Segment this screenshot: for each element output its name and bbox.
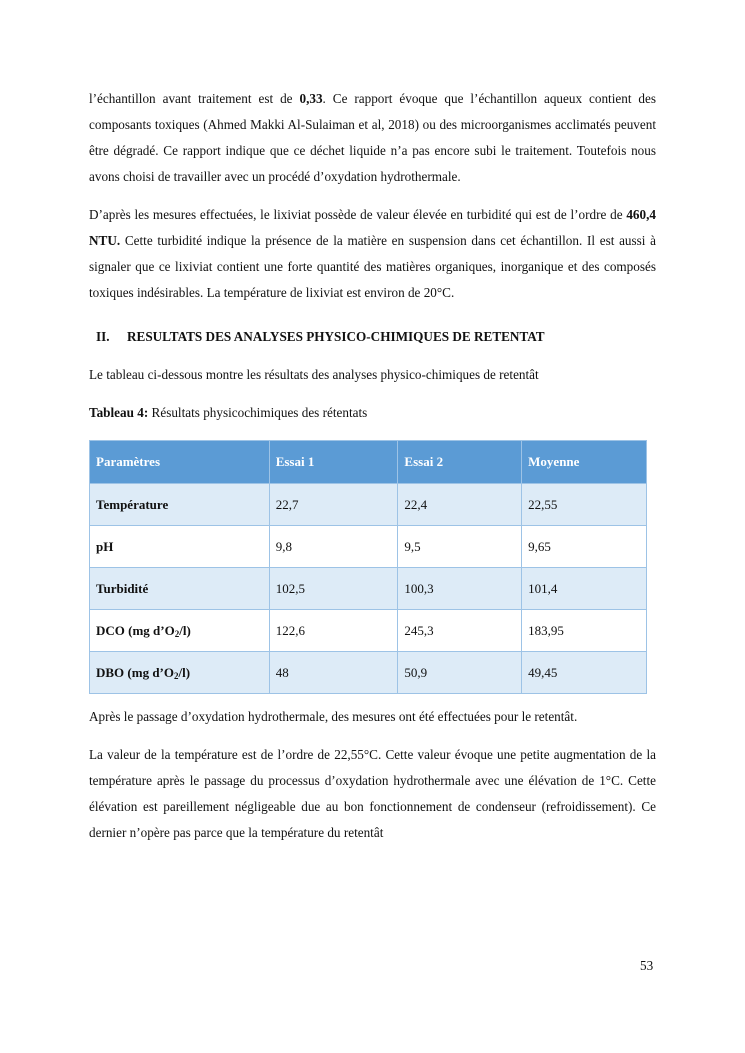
row-essai-2: 9,5 (398, 526, 522, 568)
row-essai-1: 9,8 (269, 526, 398, 568)
row-essai-1: 48 (269, 652, 398, 694)
header-moyenne: Moyenne (522, 441, 647, 484)
section-title: RESULTATS DES ANALYSES PHYSICO-CHIMIQUES DE RETENTAT (127, 329, 545, 344)
paragraph-after-oxidation: Après le passage d’oxydation hydrothermale, des mesures ont été effectuées pour le retentât. (89, 709, 578, 724)
table-row (90, 610, 647, 652)
table-row (90, 652, 647, 694)
row-essai-2: 100,3 (398, 568, 522, 610)
results-table (89, 440, 647, 694)
table-header-row (90, 441, 647, 484)
table-intro: Le tableau ci-dessous montre les résultats des analyses physico-chimiques de retentât (89, 367, 539, 382)
header-parametres: Paramètres (90, 441, 270, 484)
header-essai-2: Essai 2 (398, 441, 522, 484)
table-row (90, 526, 647, 568)
paragraph-temperature: La valeur de la température est de l’ordre de 22,55°C. Cette valeur évoque une petite augmentation de la température après le passage du processus d’oxydation hydrothermale avec une élévation de 1°C. Cette élévation est pareillement négligeable due au bon fonctionnement de condenseur (refroidissement). Ce dernier n’opère pas parce que la température du retentât (89, 747, 656, 840)
row-essai-1: 22,7 (269, 484, 398, 526)
ratio-value: 0,33 (299, 91, 323, 106)
table-caption (89, 400, 656, 426)
paragraph-turbidity: D’après les mesures effectuées, le lixiviat possède de valeur élevée en turbidité qui est de l’ordre de 460,4 NTU. Cette turbidité indique la présence de la matière en suspension dans cet échantillon. Il est aussi à signaler que ce lixiviat contient une forte quantité des matières organiques, inorganique et des composés toxiques indésirables. La température de lixiviat est environ de 20°C. (89, 207, 656, 300)
caption-label: Tableau 4: (89, 405, 149, 420)
row-moyenne: 183,95 (522, 610, 647, 652)
row-param: pH (90, 526, 270, 568)
section-number: II. (96, 329, 110, 344)
row-moyenne: 101,4 (522, 568, 647, 610)
row-essai-2: 50,9 (398, 652, 522, 694)
row-moyenne: 9,65 (522, 526, 647, 568)
section-heading (89, 324, 656, 350)
caption-text: Résultats physicochimiques des rétentats (148, 405, 368, 420)
table-row (90, 568, 647, 610)
row-essai-2: 22,4 (398, 484, 522, 526)
page-number: 53 (640, 958, 654, 973)
page-content (89, 86, 656, 846)
row-essai-1: 102,5 (269, 568, 398, 610)
turbidity-value: 460,4 NTU. (89, 207, 656, 248)
row-essai-1: 122,6 (269, 610, 398, 652)
header-essai-1: Essai 1 (269, 441, 398, 484)
row-param: DBO (mg $d’O_2/l$) (90, 652, 270, 694)
table-row (90, 484, 647, 526)
row-param: Température (90, 484, 270, 526)
row-param: Turbidité (90, 568, 270, 610)
row-moyenne: 49,45 (522, 652, 647, 694)
row-essai-2: 245,3 (398, 610, 522, 652)
paragraph-ratio: l’échantillon avant traitement est de 0,33. Ce rapport évoque que l’échantillon aqueux contient des composants toxiques (Ahmed Makki Al-Sulaiman et al, 2018) ou des microorganismes acclimatés peuvent être dégradé. Ce rapport indique que ce déchet liquide n’a pas encore subi le traitement. Toutefois nous avons choisi de travailler avec un procédé d’oxydation hydrothermale. (89, 91, 657, 184)
row-moyenne: 22,55 (522, 484, 647, 526)
row-param: DCO (mg $d’O_2/l$) (90, 610, 270, 652)
